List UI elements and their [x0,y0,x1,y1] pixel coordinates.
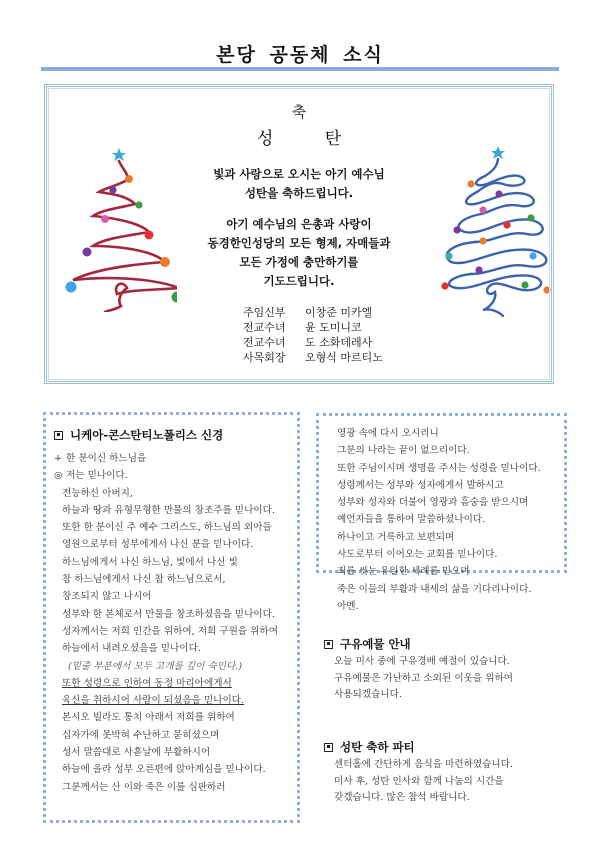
clergy-name: 도 소화데레사 [305,336,373,349]
notice-title: 구유예물 안내 [340,637,411,651]
creed-line: 아멘. [337,600,359,612]
greeting-line: 성탄을 축하드립니다. [244,186,354,200]
creed-line: 십자가에 못박혀 수난하고 묻히셨으며 [62,729,220,741]
creed-line: 영원으로부터 성부에게서 나신 분을 믿나이다. [62,539,254,551]
christmas-greeting-card [44,84,554,384]
creed-line: 하늘에 올라 성부 오른편에 앉아계심을 믿나이다. [62,764,266,776]
creed-line: 죄를 씻는 유일한 세례를 믿으며 [337,566,470,578]
notice-body [324,654,513,704]
square-bullet-icon [324,743,333,752]
creed-line: 참 하느님에게서 나신 참 하느님으로서, [62,574,226,586]
notice-title: 성탄 축하 파티 [340,740,415,754]
greeting-line: 아기 예수님의 은총과 사랑이 [226,217,372,231]
greeting-line: 모든 가정에 충만하기를 [239,255,359,269]
creed-line: 또한 한 분이신 주 예수 그리스도, 하느님의 외아들 [62,522,272,534]
clergy-name: 이창준 미카엘 [305,306,373,319]
creed-line-underlined: 또한 성령으로 인하여 동정 마리아에게서 [62,677,232,689]
clergy-name: 오형식 마르티노 [305,351,383,364]
clergy-role: 전교수녀 [243,321,286,334]
title-divider [41,67,559,71]
square-bullet-icon [54,431,63,440]
creed-line: 창조되지 않고 나시어 [62,591,152,603]
creed-text-left [54,450,298,796]
creed-title: 니케아-콘스탄티노폴리스 신경 [70,428,224,442]
square-bullet-icon [324,640,333,649]
creed-line-text: 저는 믿나이다. [66,470,128,482]
creed-text-right [337,425,565,615]
notice-christmas-party [324,739,513,807]
creed-line: 하늘과 땅과 유형무형한 만물의 창조주를 믿나이다. [62,504,275,516]
clergy-role: 사목회장 [243,351,286,364]
celebration-heading-seongtan: 성 탄 [256,129,342,149]
clergy-list [243,305,383,365]
creed-line [54,450,298,467]
creed-line: 영광 속에 다시 오시리니 [337,428,439,439]
notice-line: 센터홀에 간단하게 음식을 마련하였습니다. [334,759,514,770]
creed-line: 성부와 한 본체로서 만물을 창조하셨음을 믿나이다. [62,608,275,620]
notice-line: 미사 후, 성탄 인사와 함께 나눔의 시간을 [334,775,504,787]
notice-heading [324,739,513,755]
notice-line: 구유예물은 가난하고 소외된 이웃을 위하여 [334,672,514,684]
clergy-row [243,350,383,365]
creed-line: 그분의 나라는 끝이 없으리이다. [337,445,470,457]
creed-box-right [316,413,567,612]
creed-heading [54,427,223,443]
creed-line: 전능하신 아버지, [62,487,133,499]
christmas-tree-right-icon [431,142,551,317]
creed-line [54,467,298,484]
notice-body [324,757,513,807]
creed-line: 사도로부터 이어오는 교회를 믿나이다. [337,549,498,561]
notice-line: 사용되겠습니다. [334,689,402,700]
clergy-row [243,320,383,335]
clergy-name: 윤 도미니코 [305,321,362,334]
clergy-role: 전교수녀 [243,336,286,349]
notice-line: 갖겠습니다. 많은 참석 바랍니다. [334,792,470,803]
double-circle-icon: ◎ [54,470,63,482]
creed-rubric: (밑줄 부분에서 모두 고개를 깊이 숙인다.) [68,660,243,672]
creed-line: 예언자들을 통하여 말씀하셨나이다. [337,514,486,526]
creed-line-text: 한 분이신 하느님을 [66,453,147,464]
creed-line: 본시오 빌라도 통치 아래서 저희를 위하여 [62,712,235,724]
creed-line: 성부와 성자와 더불어 영광과 흠숭을 받으시며 [337,497,529,509]
clergy-row [243,335,383,350]
creed-line: 하나이고 거룩하고 보편되며 [337,531,455,543]
creed-line: 죽은 이들의 부활과 내세의 삶을 기다리나이다. [337,583,532,595]
clergy-row [243,305,383,320]
cross-icon: + [54,453,63,464]
creed-line: 또한 주님이시며 생명을 주시는 성령을 믿나이다. [337,462,541,474]
greeting-line: 빛과 사랑으로 오시는 아기 예수님 [213,167,385,181]
creed-line: 하느님에게서 나신 하느님, 빛에서 나신 빛 [62,556,238,568]
creed-line: 성령께서는 성부와 성자에게서 발하시고 [337,479,504,491]
greeting-line: 동경한인성당의 모든 형제, 자매들과 [207,236,391,250]
celebration-heading-chuk: 축 [291,103,307,121]
greeting-line: 기도드립니다. [263,274,335,288]
notice-heading [324,636,513,652]
creed-line: 성서 말씀대로 사흗날에 부활하시어 [62,747,211,759]
notice-line: 오늘 미사 중에 구유경배 예절이 있습니다. [334,656,510,667]
creed-line: 성자께서는 저희 인간을 위하여, 저희 구원을 위하여 [62,625,278,637]
creed-line: 그분께서는 산 이와 죽은 이를 심판하러 [62,781,226,793]
page-title: 본당 공동체 소식 [216,44,384,66]
notice-manger-offering [324,636,513,704]
clergy-role: 주임신부 [243,306,286,319]
creed-line-underlined: 육신을 취하시어 사람이 되셨음을 믿나이다. [62,695,245,707]
creed-box-left [43,412,300,823]
creed-line: 하늘에서 내려오셨음을 믿나이다. [62,643,201,655]
